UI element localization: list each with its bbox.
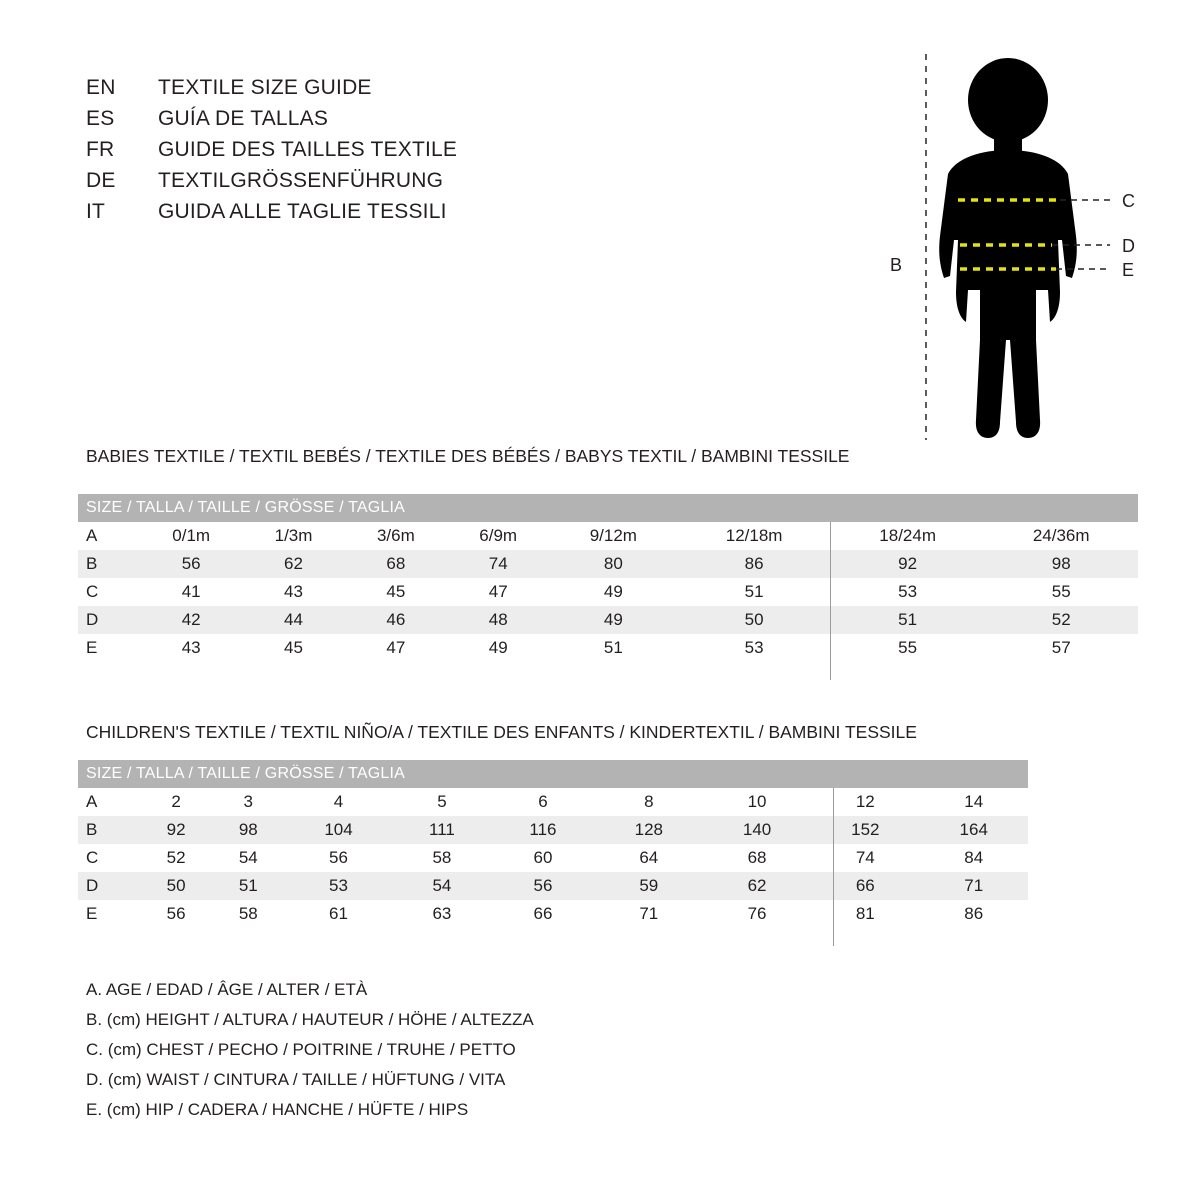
- table-row: [78, 550, 1138, 578]
- cell: 68: [345, 550, 447, 578]
- cell: 56: [491, 872, 594, 900]
- babies-section-title: BABIES TEXTILE / TEXTIL BEBÉS / TEXTILE DES BÉBÉS / BABYS TEXTIL / BAMBINI TESSILE: [86, 446, 850, 466]
- cell: 62: [703, 872, 811, 900]
- table-row: [78, 844, 1028, 872]
- cell: 56: [284, 844, 392, 872]
- cell: 8: [595, 788, 703, 816]
- cell: 54: [393, 872, 492, 900]
- cell: 56: [140, 900, 212, 928]
- cell: 12/18m: [677, 522, 831, 550]
- cell: 71: [595, 900, 703, 928]
- cell: 80: [549, 550, 677, 578]
- language-title: TEXTILE SIZE GUIDE: [158, 76, 372, 99]
- language-title: GUIDA ALLE TAGLIE TESSILI: [158, 200, 447, 223]
- cell: 52: [984, 606, 1138, 634]
- row-label: C: [78, 578, 140, 606]
- language-title: GUIDE DES TAILLES TEXTILE: [158, 138, 458, 161]
- cell: 50: [677, 606, 831, 634]
- row-label: E: [78, 900, 140, 928]
- cell: 74: [811, 844, 919, 872]
- cell: 43: [242, 578, 344, 606]
- babies-column-divider: [830, 522, 831, 680]
- cell: 58: [212, 900, 284, 928]
- cell: 55: [831, 634, 985, 662]
- cell: 6/9m: [447, 522, 549, 550]
- waist-marker-label: D: [1122, 236, 1135, 256]
- language-code: EN: [86, 76, 116, 99]
- cell: 52: [140, 844, 212, 872]
- cell: 45: [345, 578, 447, 606]
- cell: 53: [677, 634, 831, 662]
- language-title-block: [86, 76, 646, 231]
- language-row: [86, 107, 646, 138]
- cell: 2: [140, 788, 212, 816]
- babies-size-table: [78, 494, 1138, 662]
- cell: 45: [242, 634, 344, 662]
- child-silhouette: [939, 58, 1077, 438]
- cell: 3/6m: [345, 522, 447, 550]
- cell: 164: [919, 816, 1028, 844]
- language-row: [86, 169, 646, 200]
- language-code: IT: [86, 200, 106, 223]
- table-row: [78, 578, 1138, 606]
- cell: 14: [919, 788, 1028, 816]
- measurement-legend: [86, 975, 534, 1125]
- cell: 68: [703, 844, 811, 872]
- legend-item-age: A. AGE / EDAD / ÂGE / ALTER / ETÀ: [86, 980, 368, 999]
- row-label: C: [78, 844, 140, 872]
- language-title: TEXTILGRÖSSENFÜHRUNG: [158, 169, 444, 192]
- cell: 57: [984, 634, 1138, 662]
- cell: 140: [703, 816, 811, 844]
- cell: 50: [140, 872, 212, 900]
- cell: 128: [595, 816, 703, 844]
- row-label: B: [78, 816, 140, 844]
- cell: 98: [212, 816, 284, 844]
- cell: 24/36m: [984, 522, 1138, 550]
- cell: 51: [212, 872, 284, 900]
- cell: 5: [393, 788, 492, 816]
- table-row: [78, 522, 1138, 550]
- cell: 111: [393, 816, 492, 844]
- children-section-title: CHILDREN'S TEXTILE / TEXTIL NIÑO/A / TEXTILE DES ENFANTS / KINDERTEXTIL / BAMBINI TESSILE: [86, 722, 917, 742]
- cell: 71: [919, 872, 1028, 900]
- cell: 3: [212, 788, 284, 816]
- cell: 48: [447, 606, 549, 634]
- cell: 60: [491, 844, 594, 872]
- row-label: D: [78, 872, 140, 900]
- cell: 116: [491, 816, 594, 844]
- language-code: ES: [86, 107, 115, 130]
- cell: 58: [393, 844, 492, 872]
- cell: 51: [831, 606, 985, 634]
- cell: 55: [984, 578, 1138, 606]
- legend-item-hip: E. (cm) HIP / CADERA / HANCHE / HÜFTE / HIPS: [86, 1100, 469, 1119]
- legend-item-chest: C. (cm) CHEST / PECHO / POITRINE / TRUHE / PETTO: [86, 1040, 516, 1059]
- cell: 62: [242, 550, 344, 578]
- cell: 10: [703, 788, 811, 816]
- cell: 49: [549, 578, 677, 606]
- children-table-header: SIZE / TALLA / TAILLE / GRÖSSE / TAGLIA: [78, 760, 1028, 788]
- row-label: A: [78, 788, 140, 816]
- cell: 86: [919, 900, 1028, 928]
- table-header-row: [78, 760, 1028, 788]
- cell: 4: [284, 788, 392, 816]
- cell: 56: [140, 550, 242, 578]
- cell: 92: [831, 550, 985, 578]
- cell: 46: [345, 606, 447, 634]
- cell: 51: [677, 578, 831, 606]
- cell: 92: [140, 816, 212, 844]
- cell: 104: [284, 816, 392, 844]
- cell: 84: [919, 844, 1028, 872]
- cell: 74: [447, 550, 549, 578]
- language-title: GUÍA DE TALLAS: [158, 107, 329, 130]
- language-code: FR: [86, 138, 115, 161]
- legend-item-height: B. (cm) HEIGHT / ALTURA / HAUTEUR / HÖHE / ALTEZZA: [86, 1010, 534, 1029]
- row-label: D: [78, 606, 140, 634]
- cell: 0/1m: [140, 522, 242, 550]
- language-code: DE: [86, 169, 116, 192]
- cell: 44: [242, 606, 344, 634]
- cell: 1/3m: [242, 522, 344, 550]
- cell: 66: [811, 872, 919, 900]
- cell: 66: [491, 900, 594, 928]
- height-marker-label: B: [890, 255, 903, 275]
- row-label: E: [78, 634, 140, 662]
- legend-item-waist: D. (cm) WAIST / CINTURA / TAILLE / HÜFTUNG / VITA: [86, 1070, 506, 1089]
- table-row: [78, 634, 1138, 662]
- cell: 47: [447, 578, 549, 606]
- hip-marker-label: E: [1122, 260, 1135, 280]
- row-label: B: [78, 550, 140, 578]
- cell: 41: [140, 578, 242, 606]
- cell: 47: [345, 634, 447, 662]
- chest-marker-label: C: [1122, 191, 1135, 211]
- body-measurement-diagram: [860, 40, 1180, 460]
- cell: 12: [811, 788, 919, 816]
- cell: 9/12m: [549, 522, 677, 550]
- cell: 53: [284, 872, 392, 900]
- cell: 76: [703, 900, 811, 928]
- language-row: [86, 200, 646, 231]
- cell: 63: [393, 900, 492, 928]
- cell: 64: [595, 844, 703, 872]
- row-label: A: [78, 522, 140, 550]
- babies-table-header: SIZE / TALLA / TAILLE / GRÖSSE / TAGLIA: [78, 494, 1138, 522]
- cell: 18/24m: [831, 522, 985, 550]
- language-row: [86, 138, 646, 169]
- cell: 49: [549, 606, 677, 634]
- cell: 43: [140, 634, 242, 662]
- children-size-table: [78, 760, 1028, 928]
- cell: 61: [284, 900, 392, 928]
- cell: 54: [212, 844, 284, 872]
- cell: 98: [984, 550, 1138, 578]
- table-row: [78, 816, 1028, 844]
- table-row: [78, 606, 1138, 634]
- cell: 6: [491, 788, 594, 816]
- table-row: [78, 872, 1028, 900]
- children-column-divider: [833, 788, 834, 946]
- cell: 42: [140, 606, 242, 634]
- cell: 53: [831, 578, 985, 606]
- language-row: [86, 76, 646, 107]
- cell: 59: [595, 872, 703, 900]
- table-row: [78, 900, 1028, 928]
- cell: 86: [677, 550, 831, 578]
- table-header-row: [78, 494, 1138, 522]
- cell: 81: [811, 900, 919, 928]
- cell: 152: [811, 816, 919, 844]
- table-row: [78, 788, 1028, 816]
- cell: 51: [549, 634, 677, 662]
- cell: 49: [447, 634, 549, 662]
